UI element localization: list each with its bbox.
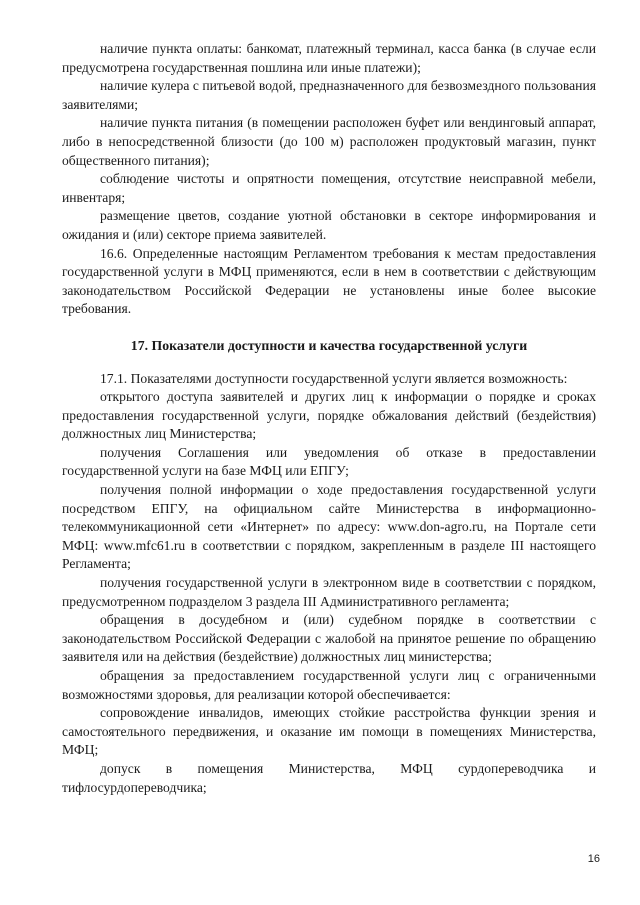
paragraph-agreement: получения Соглашения или уведомления об отказе в предоставлении государственной услуги на базе МФЦ или ЕПГУ; [62, 444, 596, 479]
paragraph-progress-info: получения полной информации о ходе предоставления государственной услуги посредством ЕПГУ, на официальном сайте Министерства в информационно-телекоммуникационной сети «Интернет» по адресу: www.don-agro.ru, на Портале сети МФЦ: www.mfc61.ru в соответствии с порядком, закрепленным в разделе III настоящего Регламента; [62, 482, 596, 572]
paragraph-open-access: открытого доступа заявителей и других лиц к информации о порядке и сроках предоставления государственной услуги, порядке обжалования действий (бездействия) должностных лиц Министерства; [62, 389, 596, 442]
paragraph-food-point: наличие пункта питания (в помещении расположен буфет или вендинговый аппарат, либо в непосредственной близости (до 100 м) расположен продуктовый магазин, пункт общественного питания); [62, 115, 596, 168]
section-heading: 17. Показатели доступности и качества государственной услуги [130, 337, 528, 353]
paragraph-escort: сопровождение инвалидов, имеющих стойкие расстройства функции зрения и самостоятельного передвижения, и оказание им помощи в помещениях Министерства, МФЦ; [62, 705, 596, 758]
paragraph-flowers: размещение цветов, создание уютной обстановки в секторе информирования и ожидания и (или) секторе приема заявителей. [62, 208, 596, 242]
paragraph-interpreter: допуск в помещения Министерства, МФЦ сурдопереводчика и тифлосурдопереводчика; [62, 760, 596, 795]
paragraph-17-1: 17.1. Показателями доступности государственной услуги является возможность: [100, 370, 568, 386]
paragraph-appeal: обращения в досудебном и (или) судебном порядке в соответствии с законодательством Российской Федерации с жалобой на принятое решение по обращению заявителя или на действия (бездействие) должностных лиц министерства; [62, 612, 596, 665]
document-page [62, 40, 596, 797]
paragraph-cleanliness: соблюдение чистоты и опрятности помещения, отсутствие неисправной мебели, инвентаря; [62, 171, 596, 205]
paragraph-water-cooler: наличие кулера с питьевой водой, предназначенного для безвозмездного пользования заявителями; [62, 78, 596, 112]
paragraph-16-6: 16.6. Определенные настоящим Регламентом требования к местам предоставления государственной услуги в МФЦ применяются, если в нем в соответствии с действующим законодательством Российской Федерации не установлены иные более высокие требования. [62, 245, 596, 317]
paragraph-disabilities: обращения за предоставлением государственной услуги лиц с ограниченными возможностями здоровья, для реализации которой обеспечивается: [62, 668, 596, 702]
paragraph-payment-point: наличие пункта оплаты: банкомат, платежный терминал, касса банка (в случае если предусмотрена государственная пошлина или иные платежи); [62, 41, 596, 75]
page-number: 16 [587, 853, 600, 865]
paragraph-electronic: получения государственной услуги в электронном виде в соответствии с порядком, предусмотренном подразделом 3 раздела III Административного регламента; [62, 575, 596, 609]
